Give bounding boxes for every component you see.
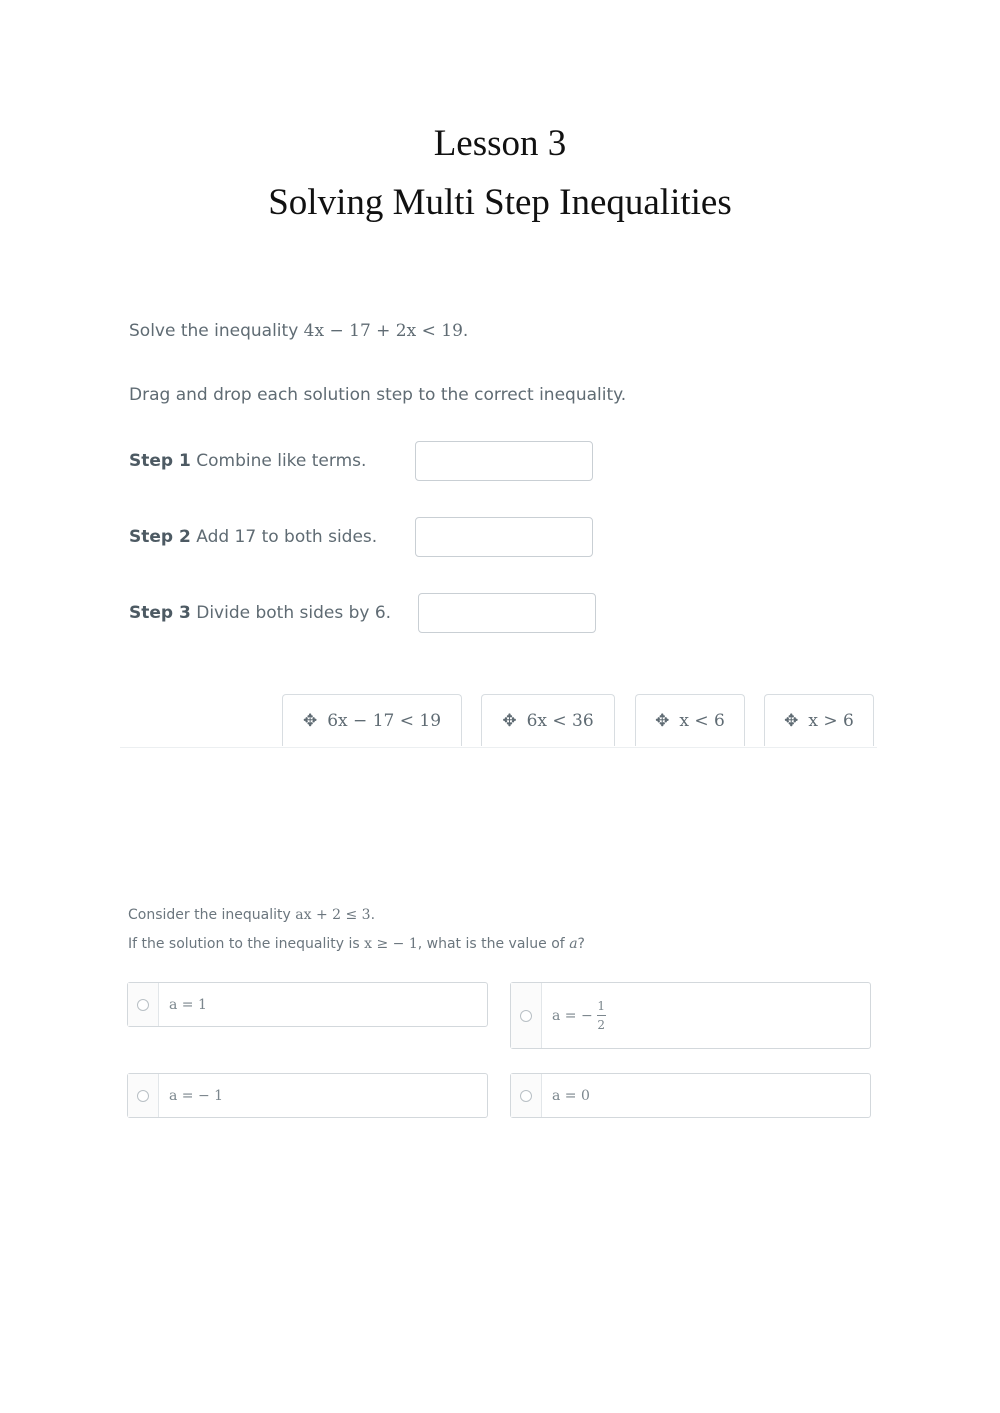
chip-2-text: 6x < 36 (526, 710, 594, 731)
line1-prefix: Consider the inequality (128, 907, 291, 923)
step-2-text: Add 17 to both sides. (196, 527, 378, 547)
step-3-label: Step 3 (129, 603, 191, 623)
line1-suffix: . (370, 907, 376, 923)
option-d-label: a = 0 (552, 1087, 590, 1104)
step-3-drop-zone[interactable] (418, 593, 596, 633)
option-d-radio-cell (511, 1074, 542, 1117)
line2-variable: a (569, 936, 578, 952)
line2-mid: , what is the value of (417, 936, 565, 952)
draggable-chip-4[interactable] (764, 694, 874, 746)
option-c[interactable] (127, 1073, 488, 1118)
option-b-fraction (597, 1000, 606, 1031)
option-a-radio-cell (128, 983, 159, 1026)
option-b-radio[interactable] (520, 1010, 532, 1022)
line1-inequality: ax + 2 ≤ 3 (295, 907, 371, 923)
step-3-text: Divide both sides by 6. (196, 603, 392, 623)
step-1-drop-zone[interactable] (415, 441, 593, 481)
move-arrows-icon: ✥ (302, 710, 318, 731)
chip-tray-divider (120, 747, 877, 748)
line2-suffix: ? (577, 936, 585, 952)
step-1 (129, 451, 366, 471)
fraction-bar (597, 1015, 606, 1016)
draggable-chip-1[interactable] (282, 694, 462, 746)
question1-instruction: Drag and drop each solution step to the correct inequality. (129, 385, 627, 405)
step-1-text: Combine like terms. (196, 451, 367, 471)
step-3 (129, 603, 391, 623)
question2-line2 (128, 936, 585, 952)
line2-inequality: x ≥ − 1 (364, 936, 418, 952)
draggable-chip-2[interactable] (481, 694, 615, 746)
fraction-numerator: 1 (597, 999, 606, 1013)
option-b-radio-cell (511, 983, 542, 1048)
option-a-radio[interactable] (137, 999, 149, 1011)
option-d-radio[interactable] (520, 1090, 532, 1102)
move-arrows-icon: ✥ (502, 710, 517, 731)
option-b-label (542, 983, 606, 1048)
option-c-radio-cell (128, 1074, 159, 1117)
question1-prompt (129, 321, 468, 341)
option-c-label: a = − 1 (169, 1087, 224, 1104)
move-arrows-icon: ✥ (784, 710, 799, 731)
step-1-label: Step 1 (129, 451, 191, 471)
move-arrows-icon: ✥ (655, 710, 670, 731)
option-a-label: a = 1 (169, 996, 207, 1013)
fraction-denominator: 2 (597, 1018, 606, 1032)
prompt-inequality: 4x − 17 + 2x < 19 (303, 321, 463, 341)
option-c-radio[interactable] (137, 1090, 149, 1102)
chip-3-text: x < 6 (679, 710, 725, 731)
step-2-drop-zone[interactable] (415, 517, 593, 557)
lesson-title: Lesson 3 (433, 123, 567, 164)
option-b[interactable] (510, 982, 871, 1049)
step-2-label: Step 2 (129, 527, 191, 547)
option-b-prefix: a = − (552, 1007, 593, 1024)
step-2 (129, 527, 377, 547)
option-a[interactable] (127, 982, 488, 1027)
prompt-suffix: . (462, 321, 469, 341)
chip-1-text: 6x − 17 < 19 (327, 710, 442, 731)
question2-line1 (128, 907, 375, 923)
chip-4-text: x > 6 (808, 710, 854, 731)
lesson-subtitle: Solving Multi Step Inequalities (268, 182, 732, 223)
option-d[interactable] (510, 1073, 871, 1118)
draggable-chip-3[interactable] (635, 694, 745, 746)
prompt-prefix: Solve the inequality (129, 321, 299, 341)
line2-prefix: If the solution to the inequality is (128, 936, 360, 952)
